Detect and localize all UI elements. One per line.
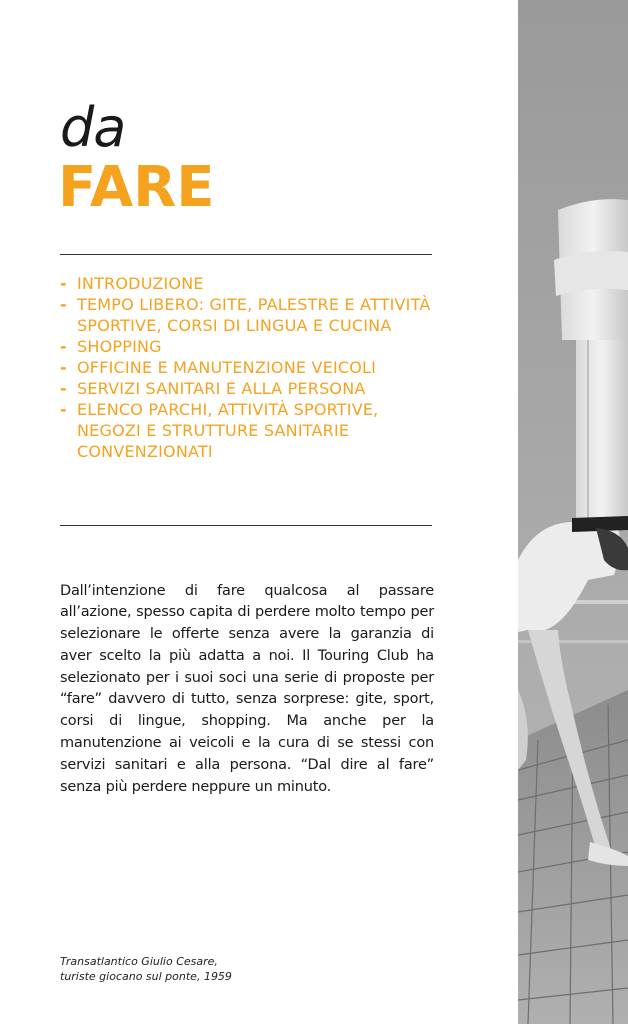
bullet-dash: - <box>60 274 67 293</box>
contents-item-label: SHOPPING <box>77 337 162 356</box>
contents-item <box>60 273 432 294</box>
contents-item <box>60 399 432 462</box>
archival-photo <box>518 0 628 1024</box>
top-divider <box>60 254 432 255</box>
bullet-dash: - <box>60 358 67 377</box>
contents-item-label: TEMPO LIBERO: GITE, PALESTRE E ATTIVITÀ SPORTIVE, CORSI DI LINGUA E CUCINA <box>77 295 431 335</box>
contents-item-label: SERVIZI SANITARI E ALLA PERSONA <box>77 379 366 398</box>
contents-list <box>60 273 432 462</box>
contents-item-label: OFFICINE E MANUTENZIONE VEICOLI <box>77 358 377 377</box>
heading-bold: FARE <box>58 155 215 220</box>
contents-item <box>60 378 432 399</box>
deck-photo-image <box>518 0 628 1024</box>
contents-item-label: ELENCO PARCHI, ATTIVITÀ SPORTIVE, NEGOZI E STRUTTURE SANITARIE CONVENZIONATI <box>77 400 379 461</box>
text-column <box>60 0 432 1024</box>
intro-paragraph: Dall’intenzione di fare qualcosa al passare all’azione, spesso capita di perdere molto tempo per selezionare le offerte senza avere la garanzia di aver scelto la più adatta a noi. Il Touring Club ha selezionato per i suoi soci una serie di proposte per “fare” davvero di tutto, senza sorprese: gite, sport, corsi di lingue, shopping. Ma anche per la manutenzione ai veicoli e la cura di se stessi con servizi sanitari e alla persona. “Dal dire al fare” senza più perdere neppure un minuto. <box>60 582 434 795</box>
contents-item <box>60 294 432 336</box>
contents-item-label: INTRODUZIONE <box>77 274 204 293</box>
bullet-dash: - <box>60 400 67 419</box>
bullet-dash: - <box>60 337 67 356</box>
caption-line-2: turiste giocano sul ponte, 1959 <box>60 970 232 983</box>
contents-item <box>60 357 432 378</box>
bullet-dash: - <box>60 379 67 398</box>
heading-light: da <box>60 96 126 159</box>
contents-item <box>60 336 432 357</box>
photo-caption <box>60 954 360 984</box>
bottom-divider <box>60 525 432 526</box>
caption-line-1: Transatlantico Giulio Cesare, <box>60 955 218 968</box>
bullet-dash: - <box>60 295 67 314</box>
